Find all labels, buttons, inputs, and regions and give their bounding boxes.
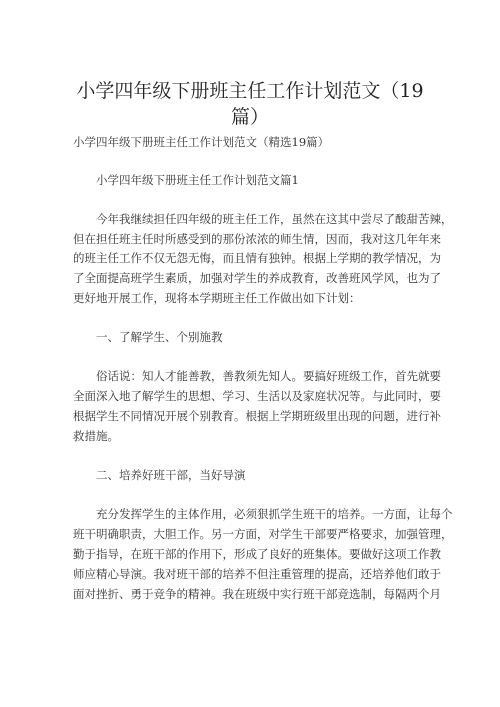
paragraph-1-line-2: 但在担任班主任时所感受到的那份浓浓的师生情，因而，我对这几年年来 <box>73 232 441 246</box>
document-title <box>70 78 430 130</box>
paragraph-3-line-3: 勤于指导，在班干部的作用下，形成了良好的班集体。要做好这项工作教 <box>73 547 441 561</box>
paragraph-2-line-1: 俗话说：知人才能善教，善教须先知人。要搞好班级工作，首先就要 <box>96 369 441 383</box>
paragraph-2-line-4: 救措施。 <box>73 429 119 443</box>
paragraph-2-line-3: 根据学生不同情况开展个别教育。根据上学期班级里出现的问题，进行补 <box>73 409 441 423</box>
article-heading: 小学四年级下册班主任工作计划范文篇1 <box>96 173 299 187</box>
section-heading-2: 二、培养好班干部，当好导演 <box>96 468 246 482</box>
paragraph-2-line-2: 全面深入地了解学生的思想、学习、生活以及家庭状况等。与此同时，要 <box>73 389 441 403</box>
section-heading-1: 一、了解学生、个别施教 <box>96 330 223 344</box>
document-title-line-2: 篇） <box>230 106 269 128</box>
paragraph-3-line-4: 师应精心导演。我对班干部的培养不但注重管理的提高，还培养他们敢于 <box>73 567 441 581</box>
document-subtitle: 小学四年级下册班主任工作计划范文（精选19篇） <box>73 135 330 149</box>
paragraph-3-line-1: 充分发挥学生的主体作用，必须狠抓学生班干的培养。一方面，让每个 <box>96 507 453 521</box>
paragraph-3-line-5: 面对挫折、勇于竞争的精神。我在班级中实行班干部竞选制，每隔两个月 <box>73 587 441 601</box>
paragraph-1-line-3: 的班主任工作不仅无怨无悔，而且情有独钟。根据上学期的教学情况，为 <box>73 251 441 265</box>
paragraph-1-line-1: 今年我继续担任四年级的班主任工作，虽然在这其中尝尽了酸甜苦辣， <box>96 212 453 226</box>
paragraph-1-line-5: 更好地开展工作，现将本学期班主任工作做出如下计划： <box>73 291 361 305</box>
paragraph-1-line-4: 了全面提高班学生素质，加强对学生的养成教育，改善班风学风，也为了 <box>73 271 441 285</box>
document-title-line-1: 小学四年级下册班主任工作计划范文（19 <box>76 80 424 102</box>
paragraph-3-line-2: 班干明确职责，大胆工作。另一方面，对学生干部要严格要求，加强管理， <box>73 527 453 541</box>
